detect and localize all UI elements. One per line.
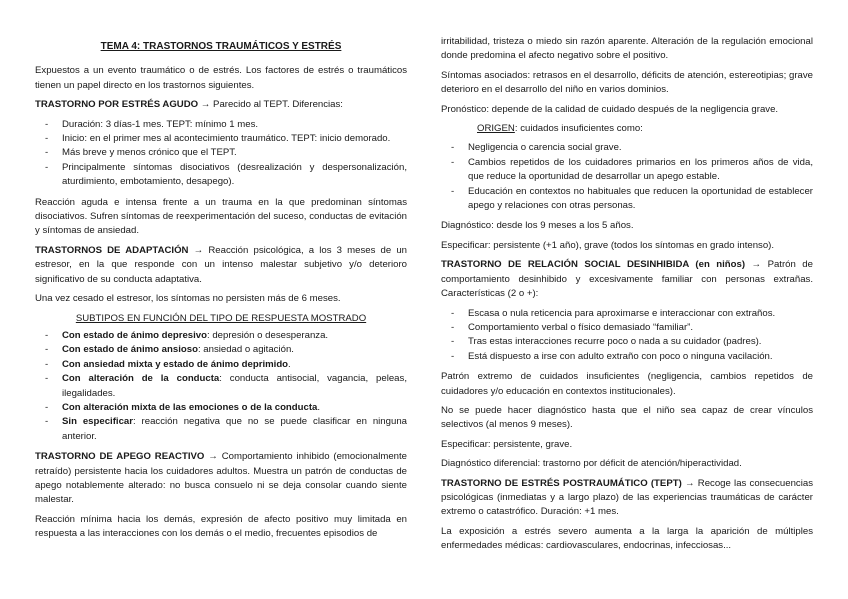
subtype-desc: : reacción negativa que no se puede clasificar en ninguna anterior. (62, 416, 407, 442)
list-item: - Más breve y menos crónico que el TEPT. (35, 146, 407, 160)
origen-line (477, 122, 813, 136)
desinhibida-section (441, 258, 813, 301)
list-item: - Duración: 3 días-1 mes. TEPT: mínimo 1 mes. (35, 118, 407, 132)
tept-heading: TRASTORNO DE ESTRÉS POSTRAUMÁTICO (TEPT) → (441, 477, 695, 489)
list-item (35, 358, 407, 372)
desinhibida-no-diag: No se puede hacer diagnóstico hasta que el niño sea capaz de crear vínculos selectivos (al menos 9 meses). (441, 404, 813, 431)
desinhibida-especificar: Especificar: persistente, grave. (441, 438, 573, 450)
apego-section (35, 450, 407, 508)
right-column (441, 35, 813, 559)
agudo-text: Parecido al TEPT. Diferencias: (210, 99, 343, 111)
list-item: - Tras estas interacciones recurre poco o nada a su cuidador (padres). (441, 335, 813, 349)
subtype-name: Con ansiedad mixta y estado de ánimo deprimido (62, 358, 289, 370)
adaptacion-heading: TRASTORNOS DE ADAPTACIÓN → (35, 244, 204, 256)
tept-text: Recoge las consecuencias psicológicas (inmediatas y a largo plazo) de las experiencias traumáticas de carácter extremo o catastrófico. Duración: +1 mes. (441, 477, 813, 518)
list-item: - Negligencia o carencia social grave. (441, 141, 813, 155)
apego-heading: TRASTORNO DE APEGO REACTIVO → (35, 451, 218, 463)
adaptacion-text: Reacción psicológica, a los 3 meses de un estresor, en la que responde con un intenso malestar subjetivo y/o deterioro significativo de su conducta adaptativa. (35, 244, 407, 285)
list-item: - Inicio: en el primer mes al acontecimiento traumático. TEPT: inicio demorado. (35, 132, 407, 146)
intro-paragraph: Expuestos a un evento traumático o de estrés. Los factores de estrés o traumáticos tienen un papel directo en los trastornos siguientes. (35, 65, 407, 91)
apego-continuation: irritabilidad, tristeza o miedo sin razón aparente. Alteración de la regulación emocional donde predomina el afecto negativo sobre el positivo. (441, 36, 813, 62)
subtype-name: Sin especificar (62, 416, 133, 428)
pronostico: Pronóstico: depende de la calidad de cuidado después de la negligencia grave. (441, 103, 779, 115)
adaptacion-note: Una vez cesado el estresor, los síntomas no persisten más de 6 meses. (35, 293, 341, 305)
left-column (35, 0, 407, 547)
list-item (35, 415, 407, 444)
desinhibida-heading: TRASTORNO DE RELACIÓN SOCIAL DESINHIBIDA (441, 259, 689, 271)
list-item: - Comportamiento verbal o físico demasiado “familiar”. (441, 321, 813, 335)
subtype-name: Con estado de ánimo ansioso (62, 344, 198, 356)
subtype-desc: . (317, 401, 321, 413)
subtypes-title: SUBTIPOS EN FUNCIÓN DEL TIPO DE RESPUESTA MOSTRADO (75, 312, 367, 324)
desinhibida-patron: Patrón extremo de cuidados insuficientes (negligencia, cambios repetidos de cuidadores y/o educación en contextos institucionales). (441, 371, 813, 397)
list-item (35, 401, 407, 415)
apego-text: Comportamiento inhibido (emocionalmente retraído) persistente hacia los cuidadores adultos. Muestra un patrón de conductas de apego notablemente alterado: no busca consuelo ni se deja consolar cuando siente malestar. (35, 451, 407, 506)
page-title: TEMA 4: TRASTORNOS TRAUMÁTICOS Y ESTRÉS (100, 41, 342, 52)
list-item: - Está dispuesto a irse con adulto extraño con poco o ninguna vacilación. (441, 350, 813, 364)
subtype-desc: : ansiedad o agitación. (197, 344, 294, 356)
sintomas-asociados: Síntomas asociados: retrasos en el desarrollo, déficits de atención, estereotipias; grave deterioro en el desarrollo del niño en varios dominios. (441, 69, 813, 96)
origen-text: : cuidados insuficientes como: (514, 123, 643, 135)
desinhibida-diferencial: Diagnóstico diferencial: trastorno por déficit de atención/hiperactividad. (441, 458, 742, 470)
list-item (35, 329, 407, 343)
list-item (35, 372, 407, 401)
subtype-desc: : depresión o desesperanza. (207, 329, 329, 341)
list-item: - Cambios repetidos de los cuidadores primarios en los primeros años de vida, que reduce la oportunidad de desarrollar un apego estable. (441, 156, 813, 185)
origen-list (441, 141, 813, 213)
desinhibida-list (441, 307, 813, 365)
agudo-section (35, 98, 407, 112)
subtype-name: Con alteración mixta de las emociones o de la conducta (62, 401, 318, 413)
list-item (35, 343, 407, 357)
desinhibida-text: Patrón de comportamiento desinhibido y excesivamente familiar con personas extrañas. Características (2 o +): (441, 259, 813, 300)
list-item: - Educación en contextos no habituales que reducen la oportunidad de establecer apego y relaciones con otras personas. (441, 185, 813, 214)
especificar-apego: Especificar: persistente (+1 año), grave (todos los síntomas en grado intenso). (441, 239, 775, 251)
subtype-desc: . (288, 358, 291, 370)
subtype-name: Con estado de ánimo depresivo (62, 329, 208, 341)
tept-section (441, 477, 813, 520)
origen-label: ORIGEN (477, 123, 515, 135)
agudo-list (35, 118, 407, 190)
arrow-icon: → (751, 259, 762, 271)
apego-reaction: Reacción mínima hacia los demás, expresión de afecto positivo muy limitada en respuesta a las interacciones con los demás o el medio, frecuentes episodios de (35, 513, 407, 540)
desinhibida-mid: (en niños) (688, 259, 752, 271)
agudo-heading: TRASTORNO POR ESTRÉS AGUDO → (35, 99, 211, 111)
adaptacion-section (35, 244, 407, 287)
list-item: - Escasa o nula reticencia para aproximarse e interaccionar con extraños. (441, 307, 813, 321)
tept-exposicion: La exposición a estrés severo aumenta a la larga la aparición de múltiples enfermedades médicas: cardiovasculares, endocrinas, infecciosas... (441, 525, 813, 552)
subtype-desc: : conducta antisocial, vagancia, peleas, ilegalidades. (62, 373, 407, 399)
diagnostico: Diagnóstico: desde los 9 meses a los 5 años. (441, 220, 634, 232)
agudo-reaction: Reacción aguda e intensa frente a un trauma en la que predominan síntomas disociativos. Sufren síntomas de reexperimentación del suceso, conductas de evitación y síntomas de ansiedad. (35, 196, 407, 237)
subtype-name: Con alteración de la conducta (62, 373, 220, 385)
list-item: - Principalmente síntomas disociativos (desrealización y despersonalización, aturdimiento, embotamiento, desapego). (35, 161, 407, 190)
subtypes-list (35, 329, 407, 444)
